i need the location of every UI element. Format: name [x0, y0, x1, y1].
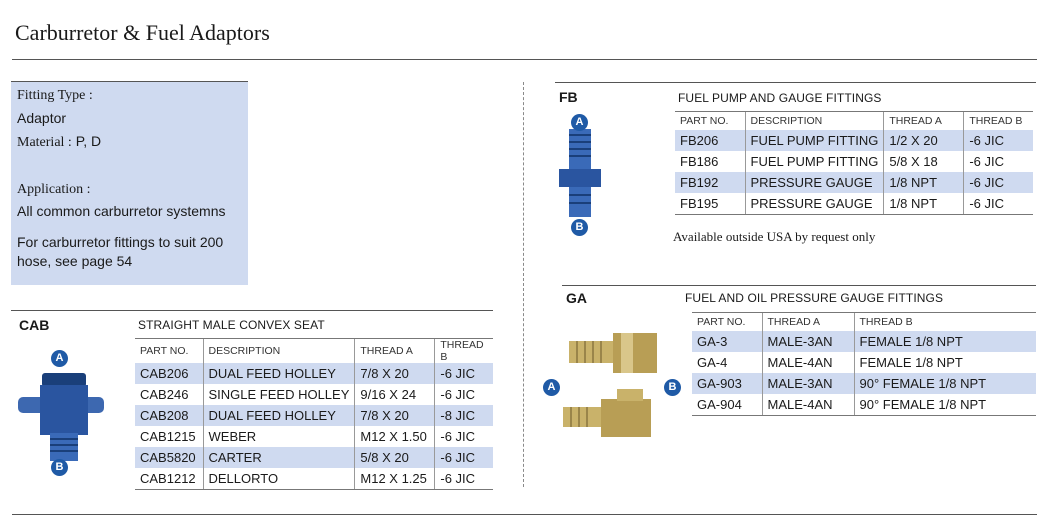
part-no: CAB246 [135, 384, 203, 405]
thread-b: -6 JIC [964, 151, 1033, 172]
column-header: PART NO. [692, 313, 762, 332]
ga-subtitle: FUEL AND OIL PRESSURE GAUGE FITTINGS [685, 291, 944, 305]
part-no: GA-904 [692, 394, 762, 416]
material-value: P, D [75, 133, 102, 149]
description: DUAL FEED HOLLEY [203, 405, 355, 426]
table-row [692, 394, 1036, 416]
ga-badge-a: A [543, 379, 560, 396]
column-header: THREAD A [884, 112, 964, 131]
thread-a: 7/8 X 20 [355, 405, 435, 426]
description: FUEL PUMP FITTING [745, 130, 884, 151]
thread-a: M12 X 1.50 [355, 426, 435, 447]
column-header: THREAD B [435, 339, 493, 364]
fb-badge-a: A [571, 114, 588, 131]
thread-b: -8 JIC [435, 405, 493, 426]
column-header: DESCRIPTION [203, 339, 355, 364]
table-row [692, 331, 1036, 352]
thread-b: -6 JIC [435, 384, 493, 405]
cab-code: CAB [19, 317, 50, 333]
thread-a: M12 X 1.25 [355, 468, 435, 490]
part-no: GA-3 [692, 331, 762, 352]
description: WEBER [203, 426, 355, 447]
page-title: Carburretor & Fuel Adaptors [15, 20, 270, 45]
table-row [675, 193, 1033, 215]
thread-a: MALE-4AN [762, 394, 854, 416]
fb-badge-b: B [571, 219, 588, 236]
part-no: GA-903 [692, 373, 762, 394]
hose-note: For carburretor fittings to suit 200 hose, see page 54 [17, 234, 224, 269]
part-no: FB195 [675, 193, 745, 215]
application-label: Application : [17, 182, 91, 197]
top-rule [12, 59, 1037, 60]
part-no: CAB208 [135, 405, 203, 426]
thread-a: 5/8 X 18 [884, 151, 964, 172]
fb-section-rule [555, 82, 1036, 83]
application-value: All common carburretor systemns [17, 203, 226, 219]
cab-badge-b: B [51, 459, 68, 476]
part-no: FB192 [675, 172, 745, 193]
table-row [135, 363, 493, 384]
table-row [675, 172, 1033, 193]
cab-badge-a: A [51, 350, 68, 367]
fb-availability-note: Available outside USA by request only [673, 229, 876, 244]
description: DELLORTO [203, 468, 355, 490]
fb-subtitle: FUEL PUMP AND GAUGE FITTINGS [678, 91, 882, 105]
column-divider [523, 82, 524, 487]
cab-section-rule [11, 310, 493, 311]
fitting-type-label: Fitting Type : [17, 88, 93, 103]
part-no: CAB1215 [135, 426, 203, 447]
description: PRESSURE GAUGE [745, 172, 884, 193]
table-row [135, 468, 493, 490]
thread-a: 1/8 NPT [884, 172, 964, 193]
thread-b: 90° FEMALE 1/8 NPT [854, 394, 1036, 416]
column-header: PART NO. [675, 112, 745, 131]
thread-a: 1/2 X 20 [884, 130, 964, 151]
thread-b: -6 JIC [964, 130, 1033, 151]
table-row [135, 447, 493, 468]
thread-b: -6 JIC [435, 363, 493, 384]
ga-section-rule [562, 285, 1036, 286]
material-label: Material : [17, 135, 72, 150]
info-box [11, 81, 248, 285]
table-row [692, 373, 1036, 394]
thread-b: -6 JIC [435, 468, 493, 490]
description: FUEL PUMP FITTING [745, 151, 884, 172]
bottom-rule [12, 514, 1037, 515]
part-no: CAB5820 [135, 447, 203, 468]
thread-a: 9/16 X 24 [355, 384, 435, 405]
part-no: FB186 [675, 151, 745, 172]
column-header: PART NO. [135, 339, 203, 364]
thread-b: FEMALE 1/8 NPT [854, 352, 1036, 373]
cab-subtitle: STRAIGHT MALE CONVEX SEAT [138, 318, 325, 332]
table-row [675, 130, 1033, 151]
part-no: GA-4 [692, 352, 762, 373]
part-no: CAB206 [135, 363, 203, 384]
table-row [135, 405, 493, 426]
ga-badge-b: B [664, 379, 681, 396]
ga-fitting-image [555, 325, 670, 450]
cab-parts-table [135, 338, 493, 490]
table-row [692, 352, 1036, 373]
column-header: THREAD B [964, 112, 1033, 131]
thread-a: 1/8 NPT [884, 193, 964, 215]
thread-b: -6 JIC [435, 426, 493, 447]
thread-a: 7/8 X 20 [355, 363, 435, 384]
ga-parts-table [692, 312, 1036, 416]
table-row [135, 384, 493, 405]
fitting-type-value: Adaptor [17, 110, 67, 126]
thread-b: 90° FEMALE 1/8 NPT [854, 373, 1036, 394]
description: PRESSURE GAUGE [745, 193, 884, 215]
thread-b: -6 JIC [964, 172, 1033, 193]
column-header: THREAD B [854, 313, 1036, 332]
thread-b: -6 JIC [435, 447, 493, 468]
table-row [135, 426, 493, 447]
description: CARTER [203, 447, 355, 468]
fb-parts-table [675, 111, 1033, 215]
thread-b: FEMALE 1/8 NPT [854, 331, 1036, 352]
part-no: FB206 [675, 130, 745, 151]
description: SINGLE FEED HOLLEY [203, 384, 355, 405]
description: DUAL FEED HOLLEY [203, 363, 355, 384]
part-no: CAB1212 [135, 468, 203, 490]
ga-code: GA [566, 290, 587, 306]
thread-b: -6 JIC [964, 193, 1033, 215]
column-header: THREAD A [355, 339, 435, 364]
column-header: THREAD A [762, 313, 854, 332]
fb-fitting-image [555, 115, 605, 235]
thread-a: MALE-3AN [762, 373, 854, 394]
fb-code: FB [559, 89, 578, 105]
thread-a: 5/8 X 20 [355, 447, 435, 468]
table-row [675, 151, 1033, 172]
thread-a: MALE-4AN [762, 352, 854, 373]
thread-a: MALE-3AN [762, 331, 854, 352]
column-header: DESCRIPTION [745, 112, 884, 131]
